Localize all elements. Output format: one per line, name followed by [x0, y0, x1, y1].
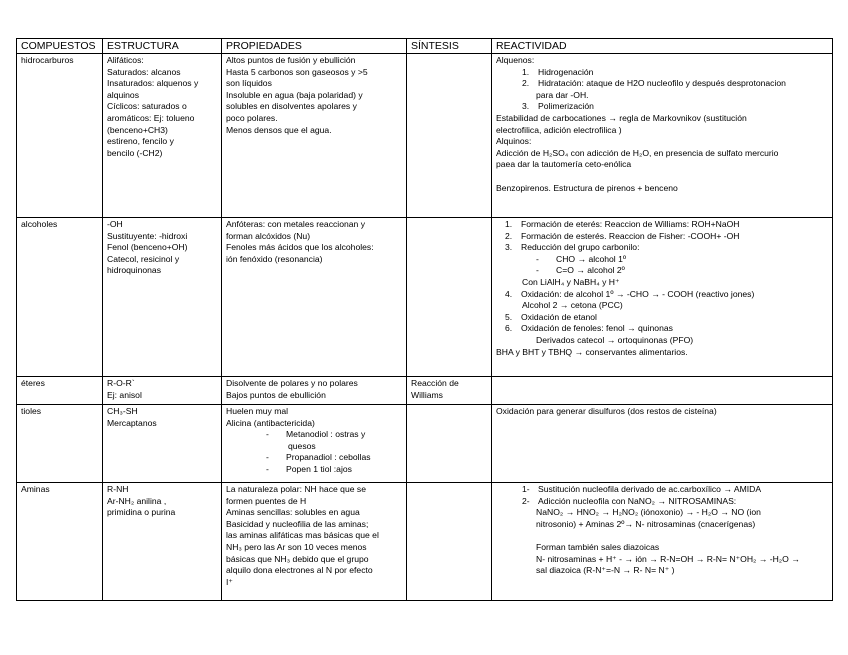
cell-estructura: CH₃-SH Mercaptanos [103, 405, 222, 483]
cell-reactividad: 1. Formación de eterés: Reaccion de Williams: ROH+NaOH 2. Formación de esterés. Reaccion de Fisher: -COOH+ -OH 3. Reducción del grupo carbonilo: - CHO → alcohol 1º - C=O → alcohol 2º Con LiAlH₄ y NaBH₄ y H⁺ 4. Oxidación: de alcohol 1º → -CHO → - COOH (reactivo jones) Alcohol 2 → cetona (PCC) 5. Oxidación de etanol 6. Oxidación de fenoles: fenol → quinonas Derivados catecol → ortoquinonas (PFO) BHA y BHT y TBHQ → conservantes alimentarios. [492, 218, 833, 377]
list-item: 1. Formación de eterés: Reaccion de Williams: ROH+NaOH [505, 219, 740, 229]
list-item: - Popen 1 tiol :ajos [266, 463, 352, 474]
header-propiedades: PROPIEDADES [222, 39, 407, 54]
table-row [17, 54, 833, 218]
list-item: - Metanodiol : ostras y [266, 429, 366, 440]
cell-reactividad: Alquenos: 1. Hidrogenación 2. Hidratación: ataque de H2O nucleofilo y después desprotonacion para dar -OH. 3. Polimerización Estabilidad de carbocationes → regla de Markovnikov (sustitución electrofilica, adición electrofilica ) Alquinos: Adicción de H₂SO₄ con adicción de H₂O, en presencia de sulfato mercurio paea dar la tautomería ceto-enólica Benzopirenos. Estructura de pirenos + benceno [492, 54, 833, 218]
cell-sintesis [407, 483, 492, 601]
document-page [16, 38, 833, 601]
cell-sintesis [407, 405, 492, 483]
list-item: 3. Polimerización [522, 101, 594, 112]
cell-reactividad: 1- Sustitución nucleofila derivado de ac.carboxílico → AMIDA 2- Adicción nucleofila con NaNO₂ → NITROSAMINAS: NaNO₂ → HNO₂ → H₂NO₂ (iónoxonio) → - H₂O → NO (ion nitrosonio) + Aminas 2º→ N- nitrosaminas (cnacerígenas) Forman también sales diazoicas N- nitrosaminas + H⁺ - → ión → R-N=OH → R-N= N⁺OH₂ → -H₂O → sal diazoica (R-N⁺=-N → R- N= N⁺ ) [492, 483, 833, 601]
list-item: 2. Formación de esterés. Reaccion de Fisher: -COOH+ -OH [505, 230, 740, 241]
table-row [17, 483, 833, 601]
cell-sintesis: Reacción de Williams [407, 377, 492, 405]
cell-compuesto: tioles [17, 405, 103, 483]
table-row [17, 218, 833, 377]
cell-sintesis [407, 54, 492, 218]
table-header-row [17, 39, 833, 54]
list-item: 1- Sustitución nucleofila derivado de ac.carboxílico → AMIDA [522, 484, 762, 494]
cell-propiedades: Anfóteras: con metales reaccionan y forman alcóxidos (Nu) Fenoles más ácidos que los alcoholes: ión fenóxido (resonancia) [222, 218, 407, 377]
cell-sintesis [407, 218, 492, 377]
cell-reactividad: Oxidación para generar disulfuros (dos restos de cisteína) [492, 405, 833, 483]
list-item: 2- Adicción nucleofila con NaNO₂ → NITROSAMINAS: [522, 495, 737, 506]
cell-propiedades: Altos puntos de fusión y ebullición Hasta 5 carbonos son gaseosos y >5 son líquidos Insoluble en agua (baja polaridad) y solubles en disolventes apolares y poco polares. Menos densos que el agua. [222, 54, 407, 218]
list-item: 4. Oxidación: de alcohol 1º → -CHO → - COOH (reactivo jones) [505, 288, 755, 299]
cell-propiedades: La naturaleza polar: NH hace que se formen puentes de H Aminas sencillas: solubles en agua Basicidad y nucleofilia de las aminas; las aminas alifáticas mas básicas que el NH₃ pero las Ar son 10 veces menos básicas que NH₃ debido que el grupo alquilo dona electrones al N por efecto I⁺ [222, 483, 407, 601]
cell-compuesto: hidrocarburos [17, 54, 103, 218]
cell-estructura: -OH Sustituyente: -hidroxi Fenol (benceno+OH) Catecol, resicinol y hidroquinonas [103, 218, 222, 377]
cell-estructura: R-NH Ar-NH₂ anilina , primidina o purina [103, 483, 222, 601]
list-item: - C=O → alcohol 2º [536, 265, 625, 276]
list-item: - CHO → alcohol 1º [536, 253, 627, 264]
table-row [17, 405, 833, 483]
chemistry-table [16, 38, 833, 601]
header-reactividad: REACTIVIDAD [492, 39, 833, 54]
header-sintesis: SÍNTESIS [407, 39, 492, 54]
list-item: 6. Oxidación de fenoles: fenol → quinonas [505, 323, 673, 334]
cell-compuesto: alcoholes [17, 218, 103, 377]
cell-reactividad [492, 377, 833, 405]
list-item: 1. Hidrogenación [522, 66, 594, 77]
cell-estructura: R-O-R` Ej: anisol [103, 377, 222, 405]
list-item: 3. Reducción del grupo carbonilo: [505, 242, 640, 253]
cell-estructura: Alifáticos: Saturados: alcanos Insaturados: alquenos y alquinos Cíclicos: saturados o aromáticos: Ej: tolueno (benceno+CH3) estireno, fencilo y bencilo (-CH2) [103, 54, 222, 218]
cell-propiedades: Disolvente de polares y no polares Bajos puntos de ebullición [222, 377, 407, 405]
list-item: 2. Hidratación: ataque de H2O nucleofilo y después desprotonacion [522, 78, 786, 89]
list-item: - Propanadiol : cebollas [266, 452, 371, 463]
header-estructura: ESTRUCTURA [103, 39, 222, 54]
list-item: 5. Oxidación de etanol [505, 311, 597, 322]
cell-compuesto: éteres [17, 377, 103, 405]
cell-compuesto: Aminas [17, 483, 103, 601]
table-row [17, 377, 833, 405]
header-compuestos: COMPUESTOS [17, 39, 103, 54]
cell-propiedades: Huelen muy mal Alicina (antibactericida) - Metanodiol : ostras y quesos - Propanadiol : cebollas - Popen 1 tiol :ajos [222, 405, 407, 483]
